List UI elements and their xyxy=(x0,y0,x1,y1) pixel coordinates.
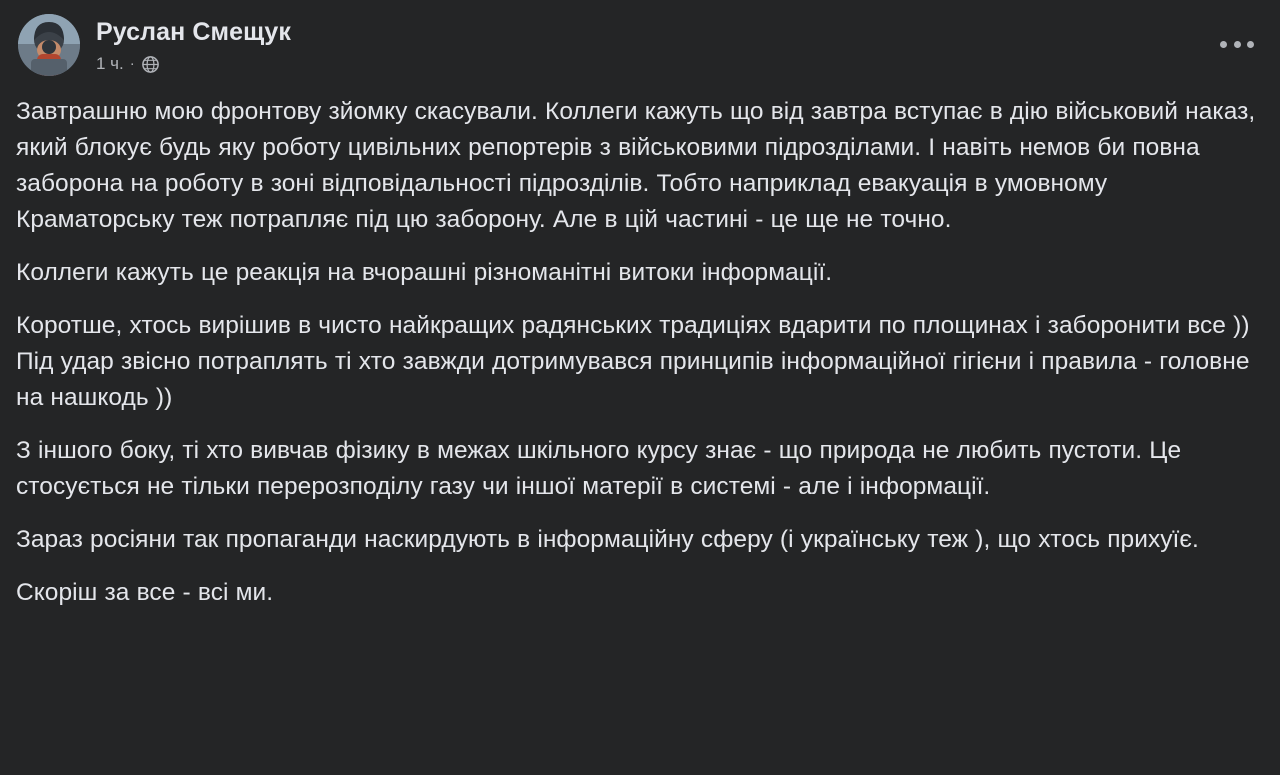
post-body xyxy=(0,82,1280,611)
post-paragraph: Коллеги кажуть це реакція на вчорашні різноманітні витоки інформації. xyxy=(16,259,833,286)
user-avatar-icon xyxy=(18,14,80,76)
dot-2 xyxy=(1234,41,1241,48)
post-timestamp[interactable]: 1 ч. xyxy=(96,54,124,73)
post-paragraph: Коротше, хтось вирішив в чисто найкращих радянських традиціях вдарити по площинах і заборонити все )) Під удар звісно потраплять ті хто завжди дотримувався принципів інформаційної гігієни і правила - головне на нашкодь )) xyxy=(16,312,1250,411)
post-paragraph: З іншого боку, ті хто вивчав фізику в межах шкільного курсу знає - що природа не любить пустоти. Це стосується не тільки перерозподілу газу чи іншої матерії в системі - але і інформації. xyxy=(16,437,1182,500)
post-paragraph: Зараз росіяни так пропаганди наскирдують в інформаційну сферу (і українську теж ), що хтось прихуїє. xyxy=(16,526,1199,553)
post-meta xyxy=(96,54,291,74)
avatar[interactable] xyxy=(18,14,80,76)
post-paragraph: Завтрашню мою фронтову зйомку скасували. Коллеги кажуть що від завтра вступає в дію військовий наказ, який блокує будь яку роботу цивільних репортерів з військовими підрозділами. І навіть немов би повна заборона на роботу в зоні відповідальності підрозділів. Тобто наприклад евакуація в умовному Краматорську теж потрапляє під цю заборону. Але в цій частині - це ще не точно. xyxy=(16,98,1256,233)
dot-1 xyxy=(1220,41,1227,48)
meta-separator: · xyxy=(129,55,135,72)
post-header xyxy=(0,0,1280,82)
post-paragraph: Скоріш за все - всі ми. xyxy=(16,579,274,606)
post-header-text xyxy=(96,14,291,74)
post-author-name[interactable]: Руслан Смещук xyxy=(96,18,291,46)
dot-3 xyxy=(1247,41,1254,48)
globe-icon[interactable] xyxy=(141,55,160,74)
more-options-icon[interactable] xyxy=(1220,34,1254,54)
